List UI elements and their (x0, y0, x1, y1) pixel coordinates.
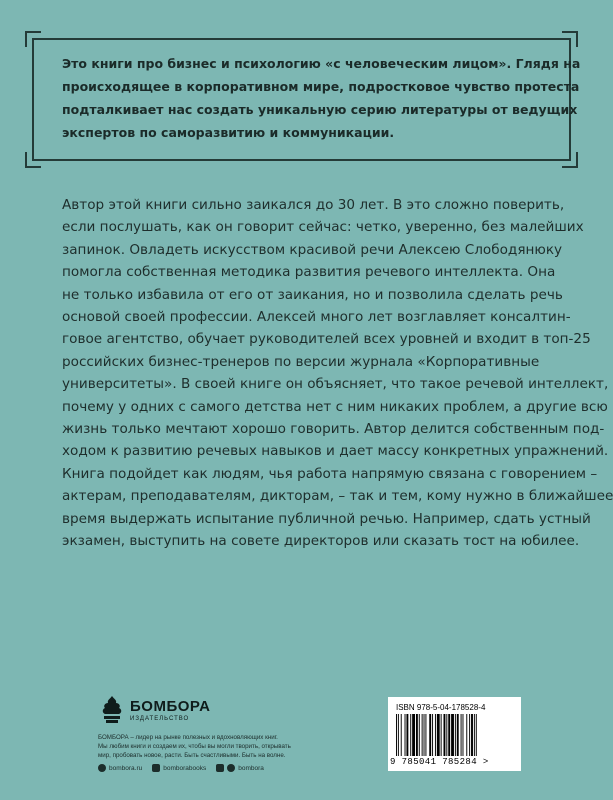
barcode-bar (416, 714, 418, 756)
barcode-bar (405, 714, 406, 756)
barcode-bar (476, 714, 477, 756)
barcode-bar (448, 714, 450, 756)
barcode-digits: 9 785041 785284 > (390, 757, 489, 767)
barcode-bar (441, 714, 442, 756)
description-line: Автор этой книги сильно заикался до 30 лет. В это сложно поверить, (62, 197, 565, 213)
barcode-bar (401, 714, 402, 756)
intro-frame (32, 38, 581, 161)
description-line: не только избавила от его от заикания, но и позволила сделать речь (62, 286, 563, 303)
description-line: экзамен, выступить на совете директоров или сказать тост на юбилее. (62, 533, 580, 550)
barcode-bar (422, 714, 423, 756)
isbn-label: ISBN 978-5-04-178528-4 (396, 703, 486, 712)
books-link[interactable] (152, 764, 206, 772)
barcode-bar (446, 714, 447, 756)
tagline-line: Мы любим книги и создаем их, чтобы вы могли творить, открывать (98, 743, 291, 750)
bombora-logo-icon (100, 695, 124, 725)
description-line: жизнь только мечтают хорошо говорить. Автор делится собственным под- (62, 421, 605, 438)
barcode-bar (461, 714, 462, 756)
description-line: российских бизнес-тренеров по версии журнала «Корпоративные (62, 353, 540, 370)
barcode-bar (425, 714, 426, 756)
barcode-bar (463, 714, 464, 756)
description-line: ходом к развитию речевых навыков и дает массу конкретных упражнений. (62, 443, 609, 460)
frame-corner (562, 31, 578, 47)
barcode-bar (466, 714, 467, 756)
barcode-bar (435, 714, 436, 756)
description-line: актерам, преподавателям, дикторам, – так и тем, кому нужно в ближайшее (62, 488, 613, 505)
barcode-bar (412, 714, 415, 756)
intro-line: Это книги про бизнес и психологию «с человеческим лицом». Глядя на (62, 56, 581, 71)
publisher-tagline (98, 733, 373, 760)
barcode-bar (455, 714, 456, 756)
telegram-icon (227, 764, 235, 772)
description-line: Книга подойдет как людям, чья работа напрямую связана с говорением – (62, 465, 598, 482)
barcode-bar (469, 714, 470, 756)
description-line: если послушать, как он говорит сейчас: четко, уверенно, без малейших (62, 219, 584, 236)
book-description (62, 194, 613, 553)
globe-icon (98, 764, 106, 772)
publisher-subtitle: ИЗДАТЕЛЬСТВО (130, 715, 190, 722)
vk-icon (216, 764, 224, 772)
description-line: говое агентство, обучает руководителей всех уровней и входит в топ-25 (62, 331, 591, 348)
description-line: запинок. Овладеть искусством красивой речи Алексею Слободянюку (62, 241, 563, 258)
site-link-label: bombora.ru (109, 764, 143, 772)
publisher-logo (100, 692, 210, 728)
description-line: время выдержать испытание публичной речью. Например, сдать устный (62, 510, 591, 527)
publisher-name: БОМБОРА (130, 697, 211, 715)
intro-line: подталкивает нас создать уникальную серию литературы от ведущих (62, 102, 578, 117)
barcode-bar (432, 714, 433, 756)
barcode-bar (444, 714, 446, 756)
barcode-bar (437, 714, 440, 756)
frame-corner (25, 152, 41, 168)
description-line: почему у одних с самого детства нет с ним никаких проблем, а другие всю (62, 398, 608, 415)
barcode-bar (398, 714, 399, 756)
barcode-bar (474, 714, 475, 756)
barcode-bar (406, 714, 408, 756)
tagline-line: мир, пробовать новое, расти. Быть счастливыми. Быть на волне. (98, 752, 286, 759)
publisher-links (98, 764, 264, 772)
series-intro (62, 52, 581, 144)
social-link-label: bombora (238, 764, 264, 772)
barcode-bar (429, 714, 431, 756)
social-link[interactable] (216, 764, 264, 772)
barcode-bar (396, 714, 397, 756)
site-link[interactable] (98, 764, 142, 772)
barcode-bar (419, 714, 420, 756)
barcode-bar (451, 714, 454, 756)
barcode-bar (471, 714, 473, 756)
description-line: помогла собственная методика развития речевого интеллекта. Она (62, 264, 556, 281)
barcode-bars (396, 714, 512, 756)
barcode-bar (424, 714, 425, 756)
barcode-bar (410, 714, 411, 756)
description-line: основой своей профессии. Алексей много лет возглавляет консалтин- (62, 309, 571, 326)
intro-line: происходящее в корпоративном мире, подростковое чувство протеста (62, 79, 580, 94)
vk-icon (152, 764, 160, 772)
intro-line: экспертов по саморазвитию и коммуникации. (62, 125, 395, 140)
barcode-bar (457, 714, 459, 756)
tagline-line: БОМБОРА – лидер на рынке полезных и вдохновляющих книг. (98, 734, 278, 741)
description-line: университеты». В своей книге он объясняет, что такое речевой интеллект, (62, 376, 609, 393)
books-link-label: bomborabooks (163, 764, 207, 772)
isbn-barcode (388, 697, 521, 771)
